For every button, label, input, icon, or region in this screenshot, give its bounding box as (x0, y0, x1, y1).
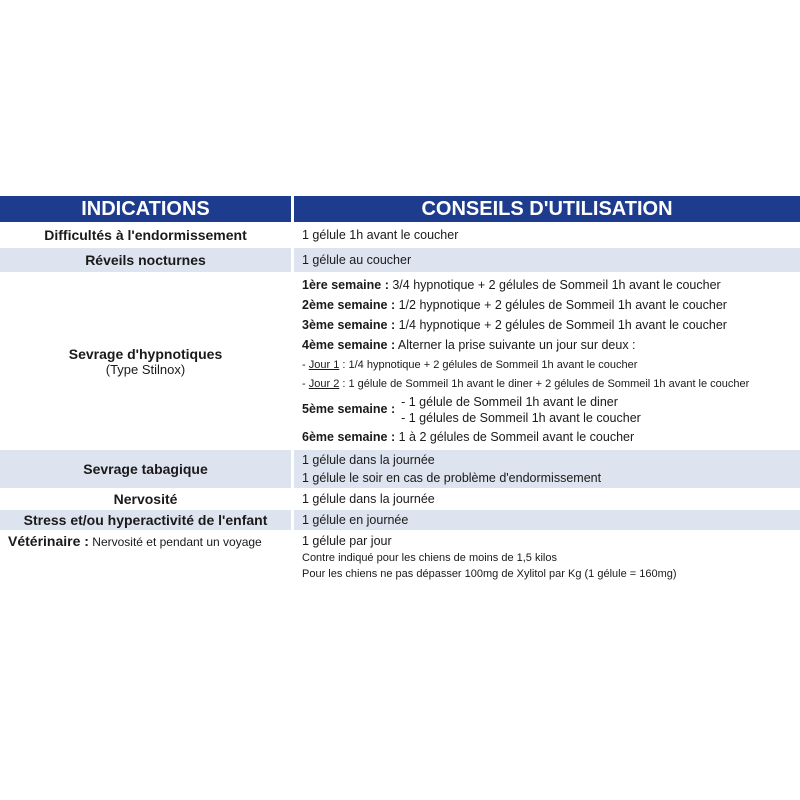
advice-cell: 1 gélule 1h avant le coucher (302, 228, 459, 242)
week-line: 5ème semaine : - 1 gélule de Sommeil 1h avant le diner - 1 gélules de Sommeil 1h avant le coucher (302, 395, 641, 425)
indication-title: Sevrage d'hypnotiques (68, 345, 223, 362)
table-row (0, 450, 800, 488)
week-line: 3ème semaine : 1/4 hypnotique + 2 gélules de Sommeil 1h avant le coucher (302, 318, 727, 332)
table-row (0, 248, 800, 272)
table-row (0, 224, 800, 246)
table-row (0, 274, 800, 448)
day-line: - Jour 2 : 1 gélule de Sommeil 1h avant le diner + 2 gélules de Sommeil 1h avant le coucher (302, 378, 750, 390)
week-line: 2ème semaine : 1/2 hypnotique + 2 gélules de Sommeil 1h avant le coucher (302, 298, 727, 312)
header-conseils: CONSEILS D'UTILISATION (294, 196, 800, 222)
indication-cell (0, 532, 291, 588)
table-header (0, 196, 800, 222)
advice-cell: 1 gélule au coucher (294, 248, 800, 272)
table-row (0, 510, 800, 530)
indication-cell: Difficultés à l'endormissement (44, 227, 247, 243)
indication-cell: Nervosité (113, 491, 178, 507)
advice-cell: 1 gélule dans la journée (302, 492, 435, 506)
indication-cell: Réveils nocturnes (0, 248, 291, 272)
advice-cell: 1 gélule par jour Contre indiqué pour les chiens de moins de 1,5 kilos Pour les chiens ne pas dépasser 100mg de Xylitol par Kg (1 gélule = 160mg) (302, 534, 677, 580)
indication-cell: Sevrage tabagique (0, 450, 291, 488)
indication-detail: Nervosité et pendant un voyage (88, 535, 262, 549)
week-line: 1ère semaine : 3/4 hypnotique + 2 gélules de Sommeil 1h avant le coucher (302, 278, 721, 292)
table-row (0, 532, 800, 588)
day-line: - Jour 1 : 1/4 hypnotique + 2 gélules de Sommeil 1h avant le coucher (302, 359, 638, 371)
usage-table (0, 196, 800, 588)
table-row (0, 490, 800, 508)
advice-cell (294, 274, 800, 448)
advice-cell: 1 gélule dans la journée 1 gélule le soir en cas de problème d'endormissement (294, 450, 800, 488)
header-indications: INDICATIONS (0, 196, 291, 222)
indication-title: Vétérinaire : (8, 533, 89, 549)
indication-subtitle: (Type Stilnox) (105, 361, 186, 377)
advice-cell: 1 gélule en journée (294, 510, 800, 530)
week-line: 4ème semaine : Alterner la prise suivante un jour sur deux : (302, 338, 636, 352)
indication-cell (0, 274, 291, 448)
week-line: 6ème semaine : 1 à 2 gélules de Sommeil avant le coucher (302, 430, 635, 444)
indication-cell: Stress et/ou hyperactivité de l'enfant (0, 510, 291, 530)
